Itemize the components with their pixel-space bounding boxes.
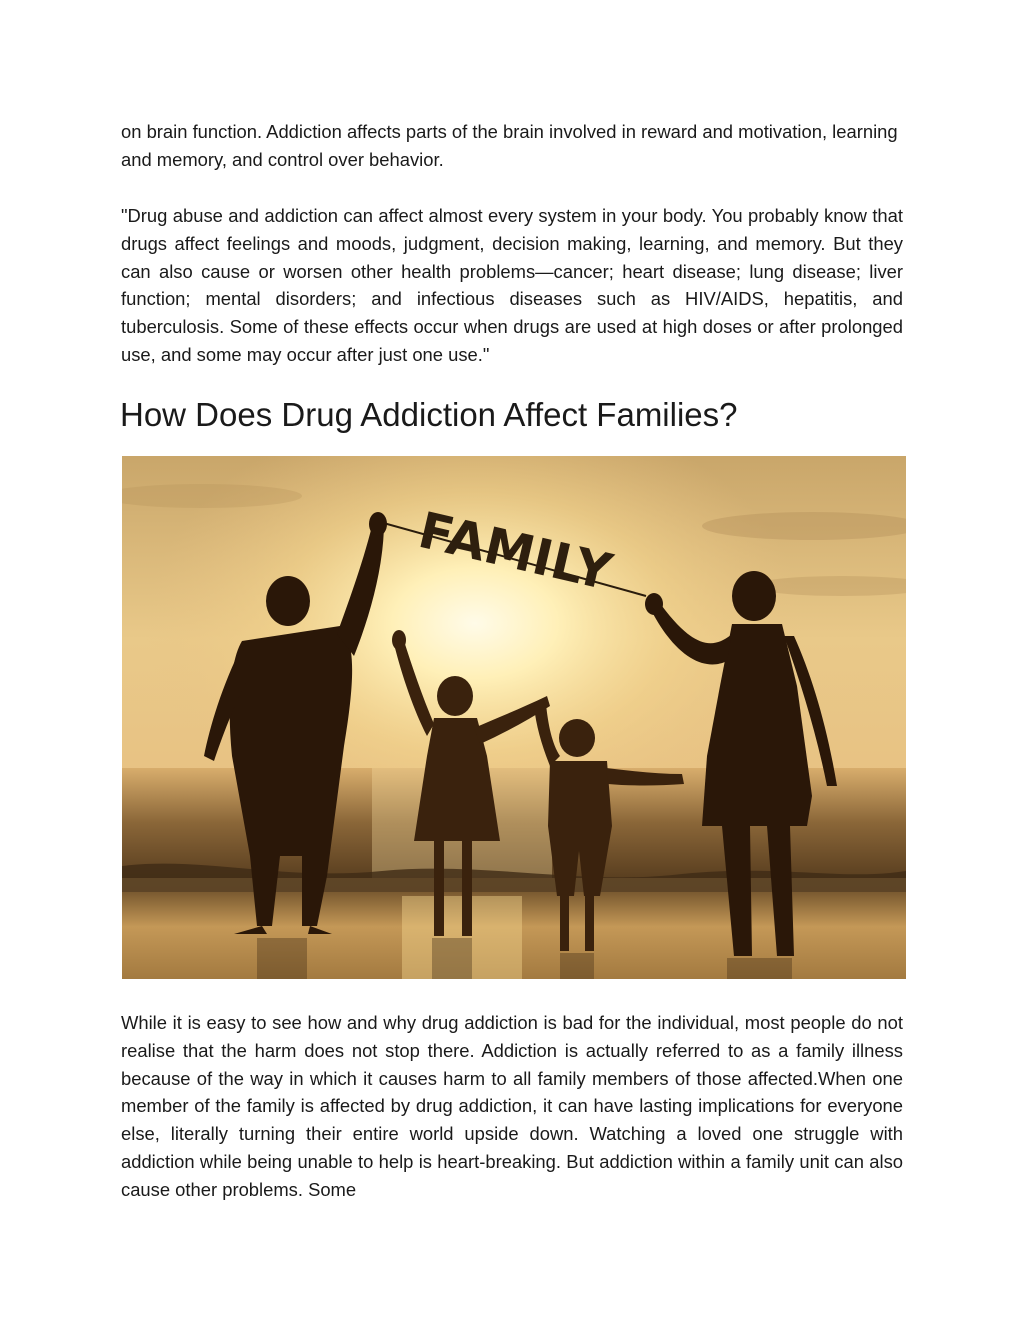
paragraph-quote-health-effects: "Drug abuse and addiction can affect almost every system in your body. You probably know that drugs affect feelings and moods, judgment, decision making, learning, and memory. But they can also cause or worsen other health problems—cancer; heart disease; lung disease; liver function; mental disorders; and infectious diseases such as HIV/AIDS, hepatitis, and tuberculosis. Some of these effects occur when drugs are used at high doses or after prolonged use, and some may occur after just one use." <box>121 205 903 365</box>
family-banner-text: FAMILY <box>413 501 618 602</box>
paragraph-family-illness: While it is easy to see how and why drug addiction is bad for the individual, most people do not realise that the harm does not stop there. Addiction is actually referred to as a family illness because of the way in which it causes harm to all family members of those affected.When one member of the family is affected by drug addiction, it can have lasting implications for everyone else, literally turning their entire world upside down. Watching a loved one struggle with addiction while being unable to help is heart-breaking. But addiction within a family unit can also cause other problems. Some <box>121 1012 903 1200</box>
section-heading: How Does Drug Addiction Affect Families? <box>120 396 738 433</box>
paragraph-brain-function: on brain function. Addiction affects parts of the brain involved in reward and motivation, learning and memory, and control over behavior. <box>121 121 898 170</box>
family-sunset-photo <box>122 456 906 979</box>
